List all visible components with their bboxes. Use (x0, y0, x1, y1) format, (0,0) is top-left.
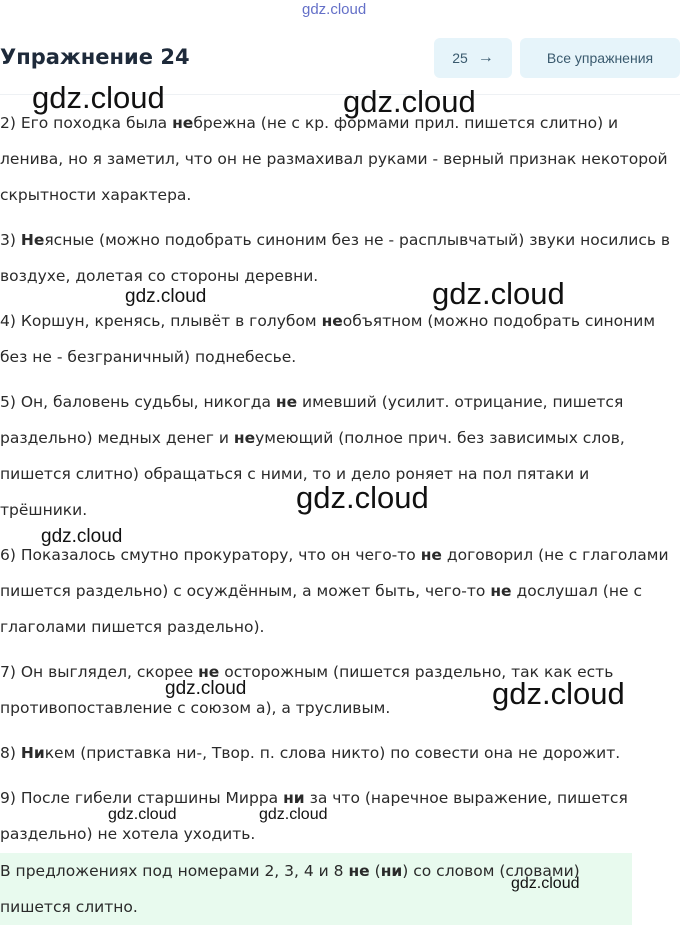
watermark: gdz.cloud (511, 875, 580, 892)
watermark: gdz.cloud (432, 276, 565, 311)
divider (0, 94, 680, 95)
answer-paragraph (0, 384, 680, 528)
emphasis-text: Ни (20, 744, 45, 762)
emphasis-text: не (233, 429, 256, 447)
paragraph-text: 3) (0, 231, 21, 249)
answer-paragraph (0, 222, 680, 294)
paragraph-text: 7) Он выглядел, скорее (0, 663, 199, 681)
next-exercise-button[interactable] (434, 38, 512, 78)
watermark: gdz.cloud (125, 286, 207, 307)
paragraph-text: 9) После гибели старшины Мирра (0, 789, 284, 807)
paragraph-text: имевший (усилит. отрицание, пишется раздельно) медных денег и (0, 393, 624, 447)
conclusion-box (0, 853, 632, 925)
paragraph-text: ( (369, 862, 381, 880)
paragraph-text: брежна (не с кр. формами прил. пишется слитно) и ленива, но я заметил, что он не размахивал руками - верный признак некоторой скрытности характера. (0, 114, 668, 204)
watermark-top: gdz.cloud (302, 1, 367, 18)
watermark: gdz.cloud (296, 480, 429, 515)
emphasis-text: Не (20, 231, 45, 249)
paragraph-text: кем (приставка ни-, Твор. п. слова никто) по совести она не дорожит. (44, 744, 621, 762)
emphasis-text: не (490, 582, 512, 600)
emphasis-text: ни (380, 862, 403, 880)
answer-paragraph (0, 780, 680, 852)
emphasis-text: не (198, 663, 220, 681)
answer-paragraph (0, 105, 680, 213)
paragraph-text: умеющий (полное прич. без зависимых слов, пишется слитно) обращаться с ними, то и дело роняет на пол пятаки и трёшники. (0, 429, 625, 519)
answer-paragraph (0, 735, 680, 771)
answer-content (0, 105, 680, 861)
emphasis-text: не (275, 393, 298, 411)
emphasis-text: не (420, 546, 442, 564)
watermark: gdz.cloud (108, 806, 177, 823)
emphasis-text: не (172, 114, 194, 132)
all-exercises-button[interactable]: Все упражнения (520, 38, 680, 78)
paragraph-text: осторожным (пишется раздельно, так как есть противопоставление с союзом а), а трусливым. (0, 663, 614, 717)
page-title: Упражнение 24 (0, 45, 190, 69)
paragraph-text: В предложениях под номерами 2, 3, 4 и 8 (0, 862, 349, 880)
arrow-right-icon: → (477, 49, 494, 66)
next-exercise-label: 25 (452, 50, 468, 66)
emphasis-text: не (348, 862, 370, 880)
paragraph-text: 6) Показалось смутно прокуратору, что он чего-то (0, 546, 421, 564)
paragraph-text: договорил (не с глаголами пишется раздельно) с осуждённым, а может быть, чего-то (0, 546, 669, 600)
paragraph-text: 5) Он, баловень судьбы, никогда (0, 393, 276, 411)
paragraph-text: 2) Его походка была (0, 114, 173, 132)
paragraph-text: за что (наречное выражение, пишется раздельно) не хотела уходить. (0, 789, 628, 843)
watermark: gdz.cloud (32, 80, 165, 115)
watermark: gdz.cloud (259, 806, 328, 823)
paragraph-text: объятном (можно подобрать синоним без не - безграничный) поднебесье. (0, 312, 656, 366)
paragraph-text: дослушал (не с глаголами пишется раздельно). (0, 582, 642, 636)
watermark: gdz.cloud (165, 678, 247, 699)
answer-paragraph (0, 654, 680, 726)
paragraph-text: 8) (0, 744, 21, 762)
paragraph-text: 4) Коршун, кренясь, плывёт в голубом (0, 312, 322, 330)
paragraph-text: ясные (можно подобрать синоним без не - расплывчатый) звуки носились в воздухе, долетая со стороны деревни. (0, 231, 671, 285)
emphasis-text: не (321, 312, 343, 330)
answer-paragraph (0, 537, 680, 645)
watermark: gdz.cloud (41, 526, 123, 547)
watermark: gdz.cloud (343, 84, 476, 119)
watermark: gdz.cloud (492, 676, 625, 711)
emphasis-text: ни (283, 789, 305, 807)
paragraph-text: ) со словом (словами) пишется слитно. (0, 862, 580, 916)
answer-paragraph (0, 303, 680, 375)
